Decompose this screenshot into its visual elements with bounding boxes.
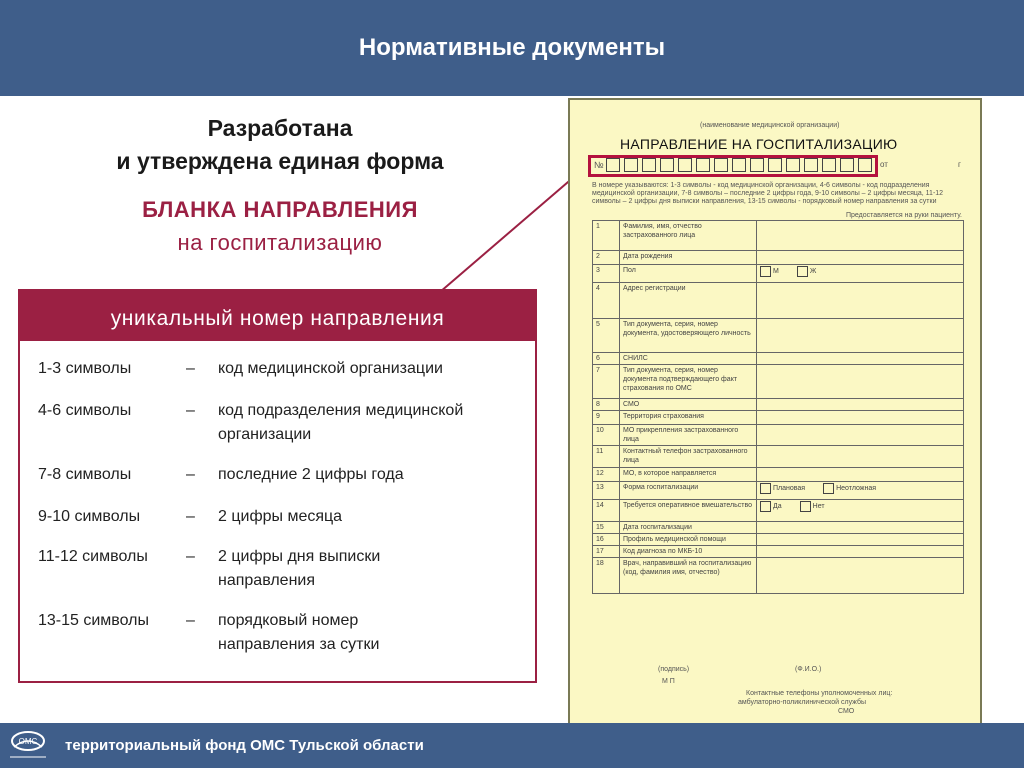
row-value: [757, 399, 964, 411]
symbol-range: 1-3 символы: [38, 360, 132, 377]
row-label: Врач, направивший на госпитализацию (код, фамилия имя, отчество): [620, 558, 757, 594]
table-row: [593, 468, 964, 482]
row-value: [757, 558, 964, 594]
symbol-meaning: порядковый номер направления за сутки: [218, 612, 380, 653]
table-row: [593, 353, 964, 365]
form-note: В номере указываются: 1-3 символы - код медицинской организации, 4-6 символы - код подразделения медицинской организации, 7-8 символы – последние 2 цифры года, 9-10 символы – 2 цифры месяца, 11-12 символы – 2 цифры дня выписки направления, 13-15 символы - порядковый номер направления за сутки: [592, 182, 944, 205]
row-number: 13: [593, 482, 620, 500]
row-value: [757, 468, 964, 482]
checkbox-label: Да: [773, 503, 782, 511]
row-number: 17: [593, 546, 620, 558]
table-row: [593, 500, 964, 522]
symbol-range: 9-10 символы: [38, 508, 141, 525]
row-number: 6: [593, 353, 620, 365]
checkbox-option: [760, 503, 782, 510]
row-label: Территория страхования: [620, 411, 757, 425]
row-label: Дата рождения: [620, 251, 757, 265]
row-label: МО прикрепления застрахованного лица: [620, 425, 757, 446]
number-cell: [696, 158, 710, 172]
checkbox-icon: [797, 266, 808, 277]
row-number: 14: [593, 500, 620, 522]
dash: –: [186, 466, 195, 483]
table-row: [593, 251, 964, 265]
checkbox-option: [800, 503, 825, 510]
row-label: Профиль медицинской помощи: [620, 534, 757, 546]
row-value: [757, 365, 964, 399]
row-number: 12: [593, 468, 620, 482]
row-label: СНИЛС: [620, 353, 757, 365]
row-label: Пол: [620, 265, 757, 283]
symbol-meaning: код медицинской организации: [218, 360, 443, 377]
checkbox-icon: [760, 501, 771, 512]
date-label: от: [880, 160, 888, 169]
row-value: [757, 251, 964, 265]
symbol-meaning: 2 цифры дня выписки направления: [218, 548, 381, 589]
row-number: 4: [593, 283, 620, 319]
checkbox-label: Ж: [809, 268, 817, 276]
table-row: [593, 283, 964, 319]
contacts-line-1: Контактные телефоны уполномоченных лиц:: [746, 690, 893, 697]
number-cell: [732, 158, 746, 172]
checkbox-label: Плановая: [773, 485, 806, 493]
checkbox-icon: [823, 483, 834, 494]
row-label: Фамилия, имя, отчество застрахованного лица: [620, 221, 757, 251]
row-label: СМО: [620, 399, 757, 411]
page-title: Нормативные документы: [358, 34, 666, 61]
row-number: 3: [593, 265, 620, 283]
row-number: 8: [593, 399, 620, 411]
logo-text: ОМС: [18, 737, 38, 746]
table-row: [593, 411, 964, 425]
number-cell: [750, 158, 764, 172]
number-cell: [606, 158, 620, 172]
org-caption: (наименование медицинской организации): [700, 122, 840, 129]
number-cell: [678, 158, 692, 172]
number-cell: [642, 158, 656, 172]
form-title: НАПРАВЛЕНИЕ НА ГОСПИТАЛИЗАЦИЮ: [620, 136, 898, 152]
row-label: Контактный телефон застрахованного лица: [620, 446, 757, 468]
intro-line-1: Разработана: [207, 115, 353, 141]
row-label: Тип документа, серия, номер документа подтверждающего факт страхования по ОМС: [620, 365, 757, 399]
number-cell: [840, 158, 854, 172]
row-value: [757, 482, 964, 500]
table-row: [593, 446, 964, 468]
row-label: Форма госпитализации: [620, 482, 757, 500]
row-number: 15: [593, 522, 620, 534]
row-label: Дата госпитализации: [620, 522, 757, 534]
row-label: Тип документа, серия, номер документа, удостоверяющего личность: [620, 319, 757, 353]
symbol-meaning: 2 цифры месяца: [218, 508, 343, 525]
highlight-line-2: на госпитализацию: [177, 230, 383, 255]
checkbox-icon: [760, 266, 771, 277]
footer-text: территориальный фонд ОМС Тульской области: [65, 737, 424, 754]
row-label: Адрес регистрации: [620, 283, 757, 319]
row-value: [757, 221, 964, 251]
row-value: [757, 534, 964, 546]
table-row: [593, 265, 964, 283]
row-number: 16: [593, 534, 620, 546]
checkbox-option: [760, 268, 779, 275]
row-number: 9: [593, 411, 620, 425]
number-cell: [714, 158, 728, 172]
symbol-meaning: код подразделения медицинской организации: [218, 402, 464, 443]
table-row: [593, 319, 964, 353]
symbol-range: 7-8 символы: [38, 466, 132, 483]
table-row: [593, 482, 964, 500]
footer-bar: [0, 723, 1024, 768]
row-number: 10: [593, 425, 620, 446]
row-label: Код диагноза по МКБ-10: [620, 546, 757, 558]
checkbox-icon: [800, 501, 811, 512]
number-label: №: [594, 160, 604, 170]
year-suffix: г: [958, 160, 961, 169]
table-row: [593, 546, 964, 558]
symbol-range: 13-15 символы: [38, 612, 150, 629]
mp-label: М П: [662, 678, 675, 685]
symbol-range: 4-6 символы: [38, 402, 132, 419]
row-value: [757, 446, 964, 468]
row-number: 2: [593, 251, 620, 265]
number-cell: [804, 158, 818, 172]
number-cell: [660, 158, 674, 172]
referral-form-image: [568, 98, 982, 727]
number-explanation-box: [18, 289, 537, 683]
table-row: [593, 221, 964, 251]
number-cell: [858, 158, 872, 172]
number-cell: [624, 158, 638, 172]
table-row: [593, 522, 964, 534]
hand-note: Предоставляется на руки пациенту.: [846, 212, 962, 219]
highlight-line-1: БЛАНКА НАПРАВЛЕНИЯ: [142, 197, 418, 222]
row-number: 7: [593, 365, 620, 399]
table-row: [593, 558, 964, 594]
row-number: 1: [593, 221, 620, 251]
fio-label: (Ф.И.О.): [795, 666, 822, 673]
table-row: [593, 399, 964, 411]
dash: –: [186, 360, 195, 377]
contacts-line-3: СМО: [838, 708, 855, 715]
table-row: [593, 534, 964, 546]
dash: –: [186, 612, 195, 629]
row-number: 5: [593, 319, 620, 353]
checkbox-icon: [760, 483, 771, 494]
table-row: [593, 425, 964, 446]
contacts-line-2: амбулаторно-поликлинической службы: [738, 699, 866, 706]
row-number: 11: [593, 446, 620, 468]
number-cell: [768, 158, 782, 172]
row-value: [757, 425, 964, 446]
dash: –: [186, 548, 195, 565]
row-value: [757, 265, 964, 283]
table-row: [593, 365, 964, 399]
checkbox-option: [823, 485, 876, 492]
box-title: уникальный номер направления: [20, 291, 535, 341]
row-label: Требуется оперативное вмешательство: [620, 500, 757, 522]
checkbox-option: [760, 485, 805, 492]
dash: –: [186, 402, 195, 419]
checkbox-label: М: [773, 268, 779, 276]
symbol-range: 11-12 символы: [38, 548, 148, 565]
row-value: [757, 319, 964, 353]
dash: –: [186, 508, 195, 525]
symbol-meaning: последние 2 цифры года: [218, 466, 404, 483]
row-value: [757, 353, 964, 365]
intro-line-2: и утверждена единая форма: [116, 148, 444, 174]
form-table: [592, 220, 964, 594]
row-value: [757, 411, 964, 425]
number-cell: [822, 158, 836, 172]
omc-logo-icon: [6, 727, 50, 765]
checkbox-label: Неотложная: [836, 485, 877, 493]
checkbox-option: [797, 268, 816, 275]
row-value: [757, 283, 964, 319]
row-label: МО, в которое направляется: [620, 468, 757, 482]
row-number: 18: [593, 558, 620, 594]
checkbox-label: Нет: [812, 503, 825, 511]
row-value: [757, 522, 964, 534]
number-cell: [786, 158, 800, 172]
sign-label: (подпись): [658, 666, 690, 673]
row-value: [757, 500, 964, 522]
row-value: [757, 546, 964, 558]
